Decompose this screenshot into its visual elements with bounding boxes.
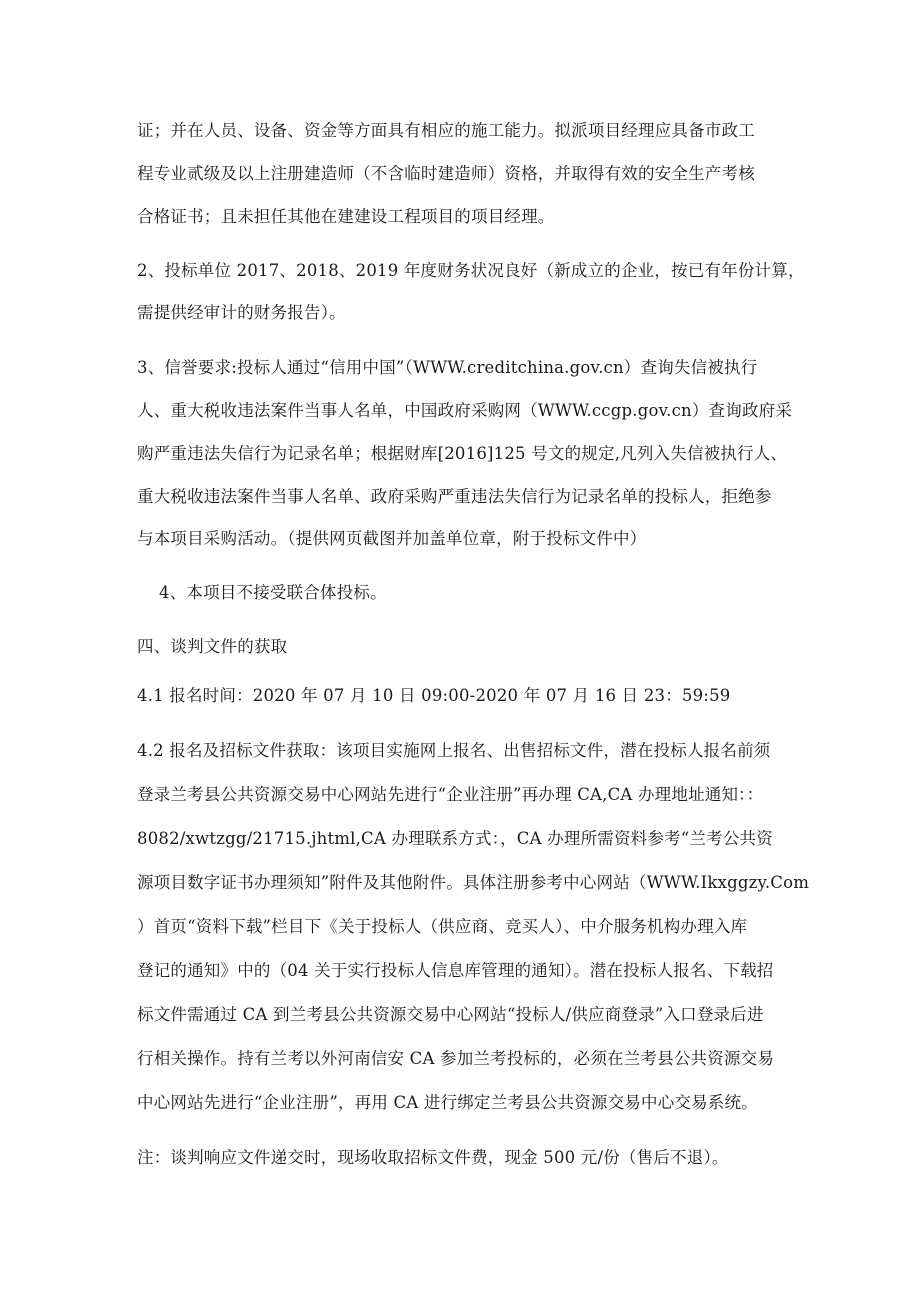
item42-line-9: 中心网站先进行“企业注册”，再用 CA 进行绑定兰考县公共资源交易中心交易系统。 — [137, 1093, 758, 1112]
fee-note: 注：谈判响应文件递交时，现场收取招标文件费，现金 500 元/份（售后不退）。 — [137, 1148, 729, 1167]
item3-line-4: 重大税收违法案件当事人名单、政府采购严重违法失信行为记录名单的投标人，拒绝参 — [137, 487, 772, 506]
item2-line-1: 2、投标单位 2017、2018、2019 年度财务状况良好（新成立的企业，按已有年份计算， — [137, 261, 805, 280]
item42-line-7: 标文件需通过 CA 到兰考县公共资源交易中心网站“投标人/供应商登录”入口登录后进 — [137, 1005, 764, 1024]
item3-line-3: 购严重违法失信行为记录名单；根据财库[2016]125 号文的规定,凡列入失信被执行人、 — [137, 444, 788, 463]
item42-line-5: ）首页“资料下载”栏目下《关于投标人（供应商、竞买人）、中介服务机构办理入库 — [137, 917, 748, 936]
item3-line-5: 与本项目采购活动。（提供网页截图并加盖单位章，附于投标文件中） — [137, 529, 647, 548]
item42-line-6: 登记的通知》中的（04 关于实行投标人信息库管理的通知）。潜在投标人报名、下载招 — [137, 961, 774, 980]
item42-line-4: 源项目数字证书办理须知”附件及其他附件。具体注册参考中心网站（WWW.Ikxggzy.Com — [137, 873, 810, 892]
item42-line-1: 4.2 报名及招标文件获取：该项目实施网上报名、出售招标文件，潜在投标人报名前须 — [137, 741, 771, 760]
section4-heading: 四、谈判文件的获取 — [137, 637, 288, 656]
item2-line-2: 需提供经审计的财务报告）。 — [137, 303, 346, 322]
item4-text: 4、本项目不接受联合体投标。 — [159, 583, 387, 602]
qualification-line-2: 程专业贰级及以上注册建造师（不含临时建造师）资格，并取得有效的安全生产考核 — [137, 164, 755, 183]
item3-line-2: 人、重大税收违法案件当事人名单，中国政府采购网（WWW.ccgp.gov.cn）查询政府采 — [137, 401, 793, 420]
item3-line-1: 3、信誉要求:投标人通过“信用中国”（WWW.creditchina.gov.cn）查询失信被执行 — [137, 358, 758, 377]
item41-registration-time: 4.1 报名时间：2020 年 07 月 10 日 09:00-2020 年 07 月 16 日 23：59:59 — [137, 686, 731, 705]
qualification-line-1: 证；并在人员、设备、资金等方面具有相应的施工能力。拟派项目经理应具备市政工 — [137, 121, 755, 140]
qualification-line-3: 合格证书；且未担任其他在建建设工程项目的项目经理。 — [137, 207, 555, 226]
item42-line-2: 登录兰考县公共资源交易中心网站先进行“企业注册”再办理 CA,CA 办理地址通知：： — [137, 785, 764, 804]
item42-line-3: 8082/xwtzgg/21715.jhtml,CA 办理联系方式：，CA 办理所需资料参考“兰考公共资 — [137, 829, 773, 848]
item42-line-8: 行相关操作。持有兰考以外河南信安 CA 参加兰考投标的，必须在兰考县公共资源交易 — [137, 1049, 775, 1068]
